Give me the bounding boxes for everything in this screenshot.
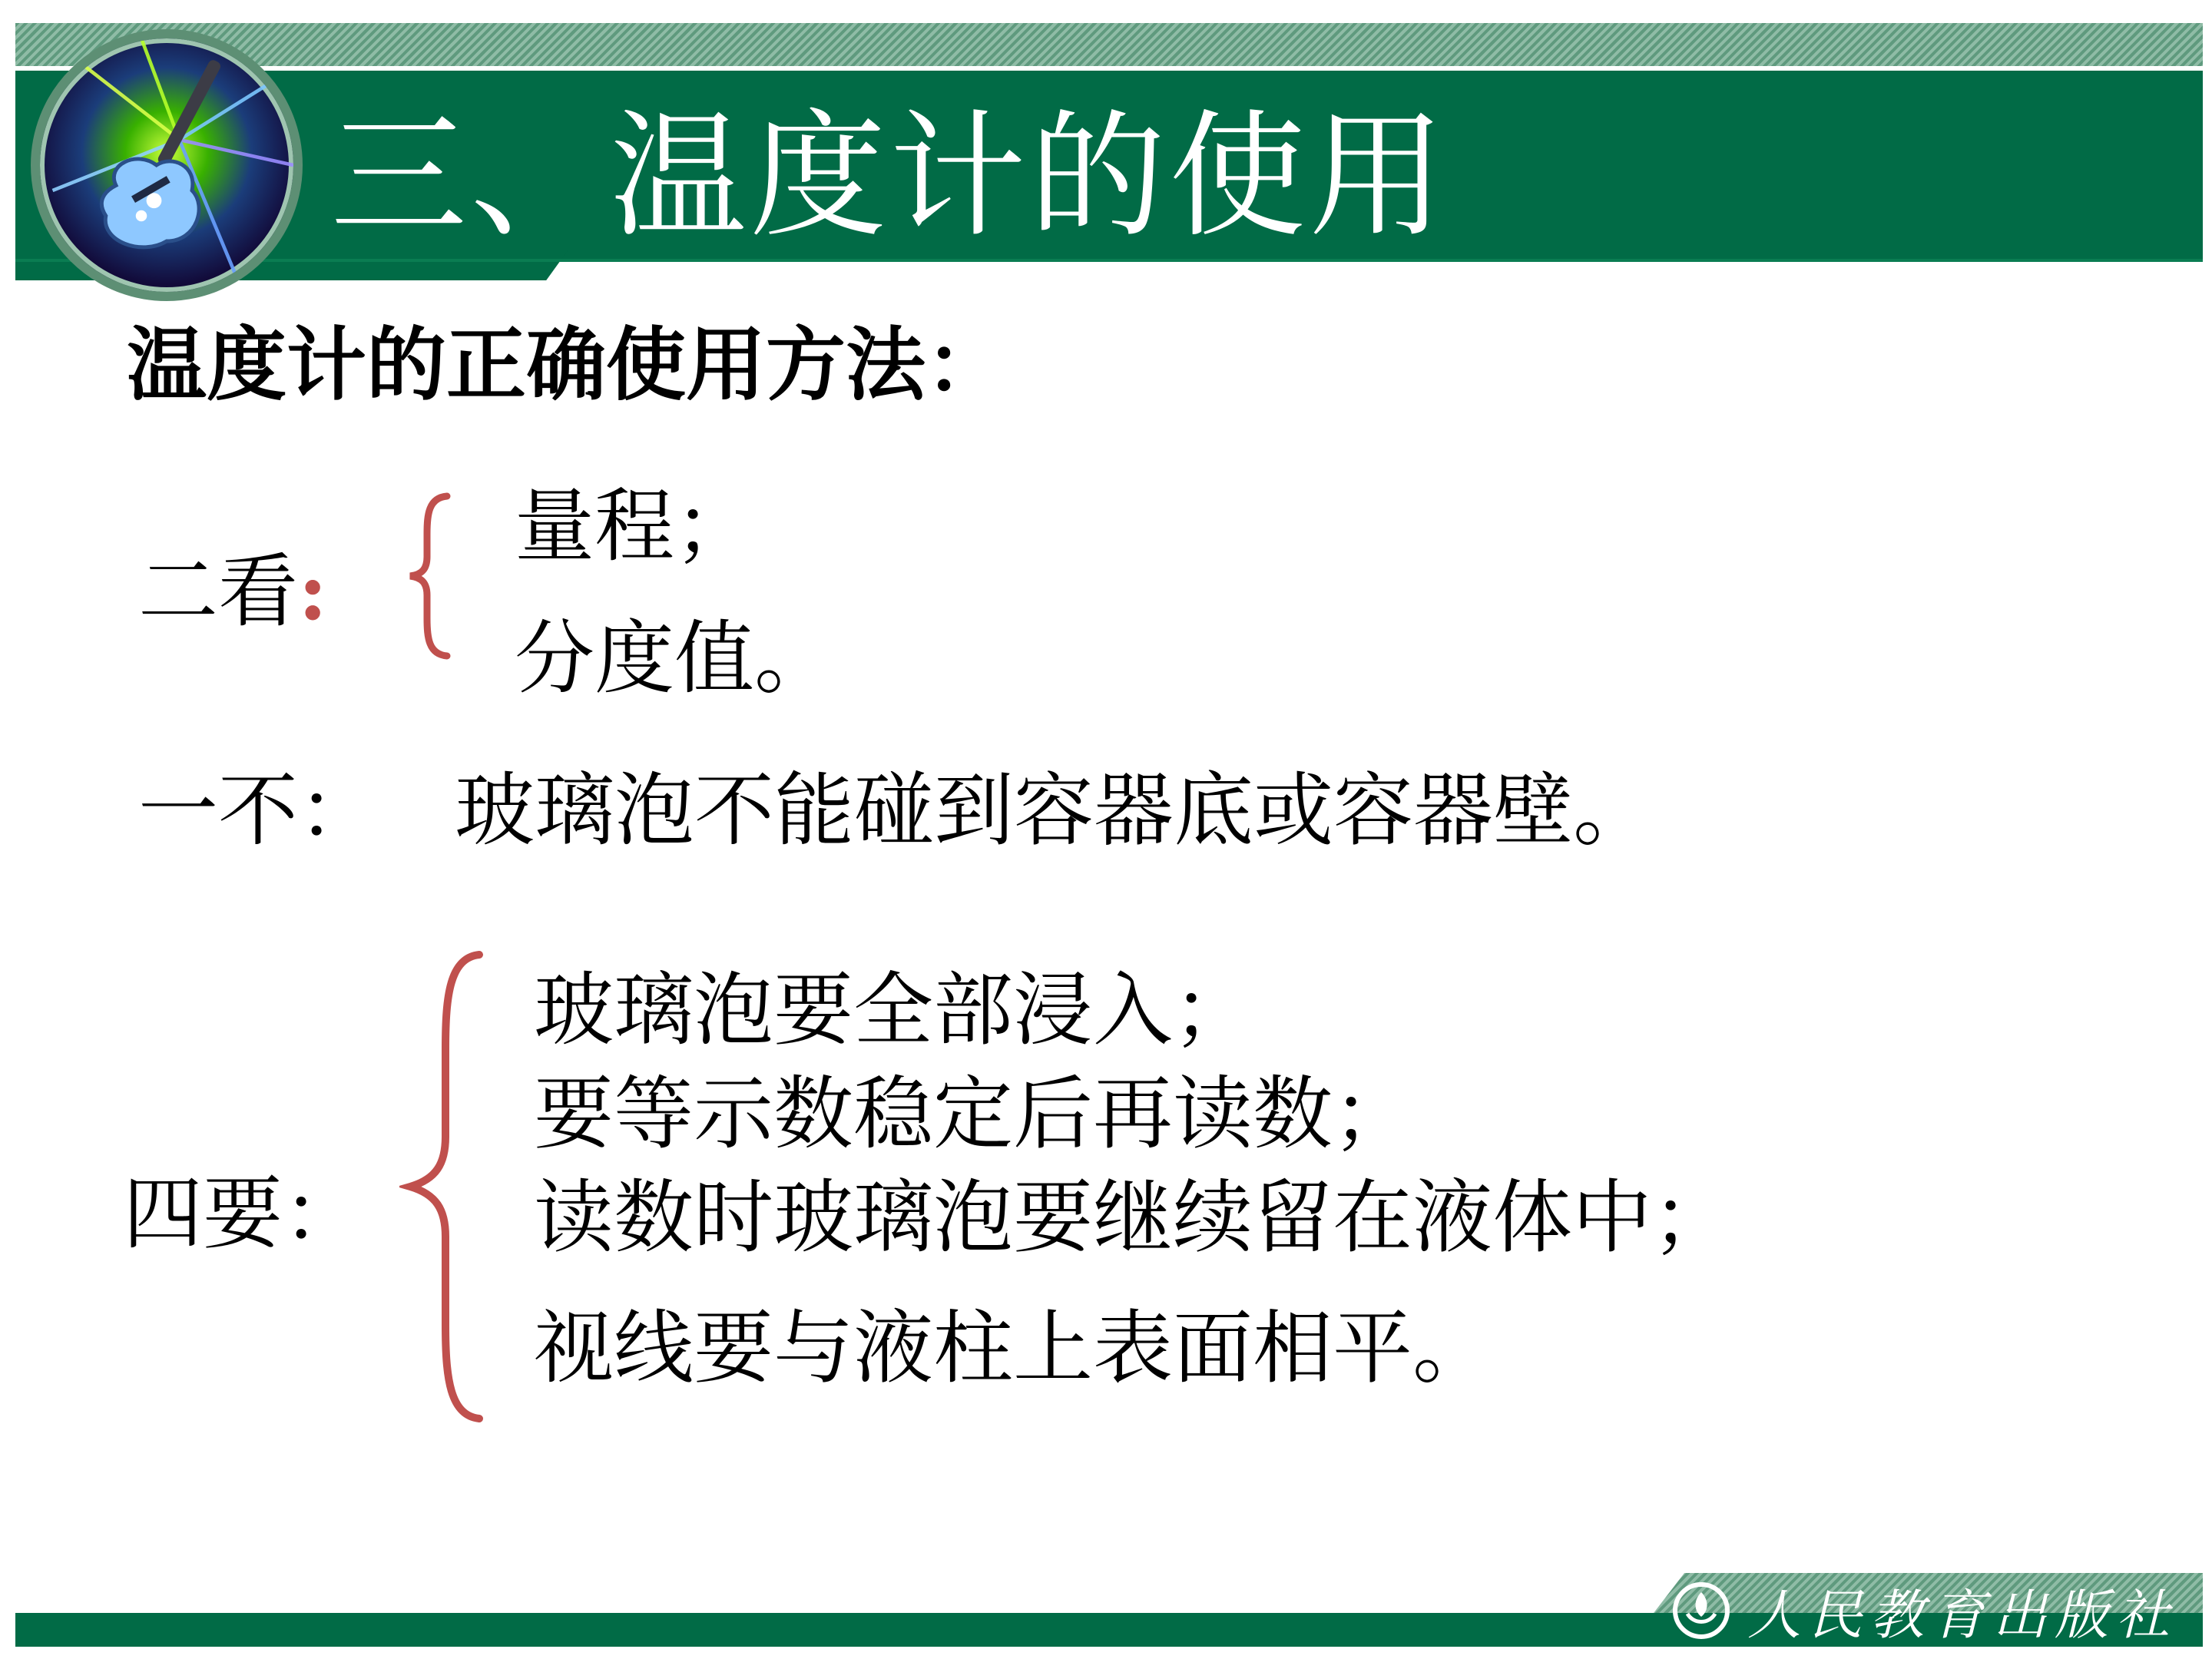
top-strip [15, 23, 2203, 66]
header-line [15, 259, 2203, 262]
four-must-item-4: 视线要与液柱上表面相平。 [534, 1301, 1493, 1395]
publisher-name: 人民教育出版社 [1747, 1583, 2177, 1647]
guitar-icon [31, 29, 303, 301]
four-must-item-3: 读数时玻璃泡要继续留在液体中； [534, 1171, 1733, 1264]
one-not-text: 玻璃泡不能碰到容器底或容器壁。 [455, 763, 1654, 857]
publisher-logo [1671, 1576, 2193, 1645]
two-look-item-division: 分度值。 [515, 611, 835, 705]
two-look-colon: : [298, 544, 328, 638]
four-must-label: 四要： [123, 1167, 363, 1260]
four-must-item-2: 要等示数稳定后再读数； [534, 1067, 1413, 1161]
four-must-item-1: 玻璃泡要全部浸入； [534, 963, 1253, 1057]
section-subtitle: 温度计的正确使用方法： [127, 317, 1006, 412]
two-look-label: 二看: [138, 544, 328, 638]
left-brace-small [399, 492, 461, 661]
two-look-item-range: 量程； [515, 479, 755, 573]
publisher-emblem-icon [1671, 1580, 1732, 1641]
one-not-label: 一不： [138, 763, 379, 857]
page-title: 三、温度计的使用 [330, 97, 1449, 256]
left-brace-large [399, 949, 492, 1425]
